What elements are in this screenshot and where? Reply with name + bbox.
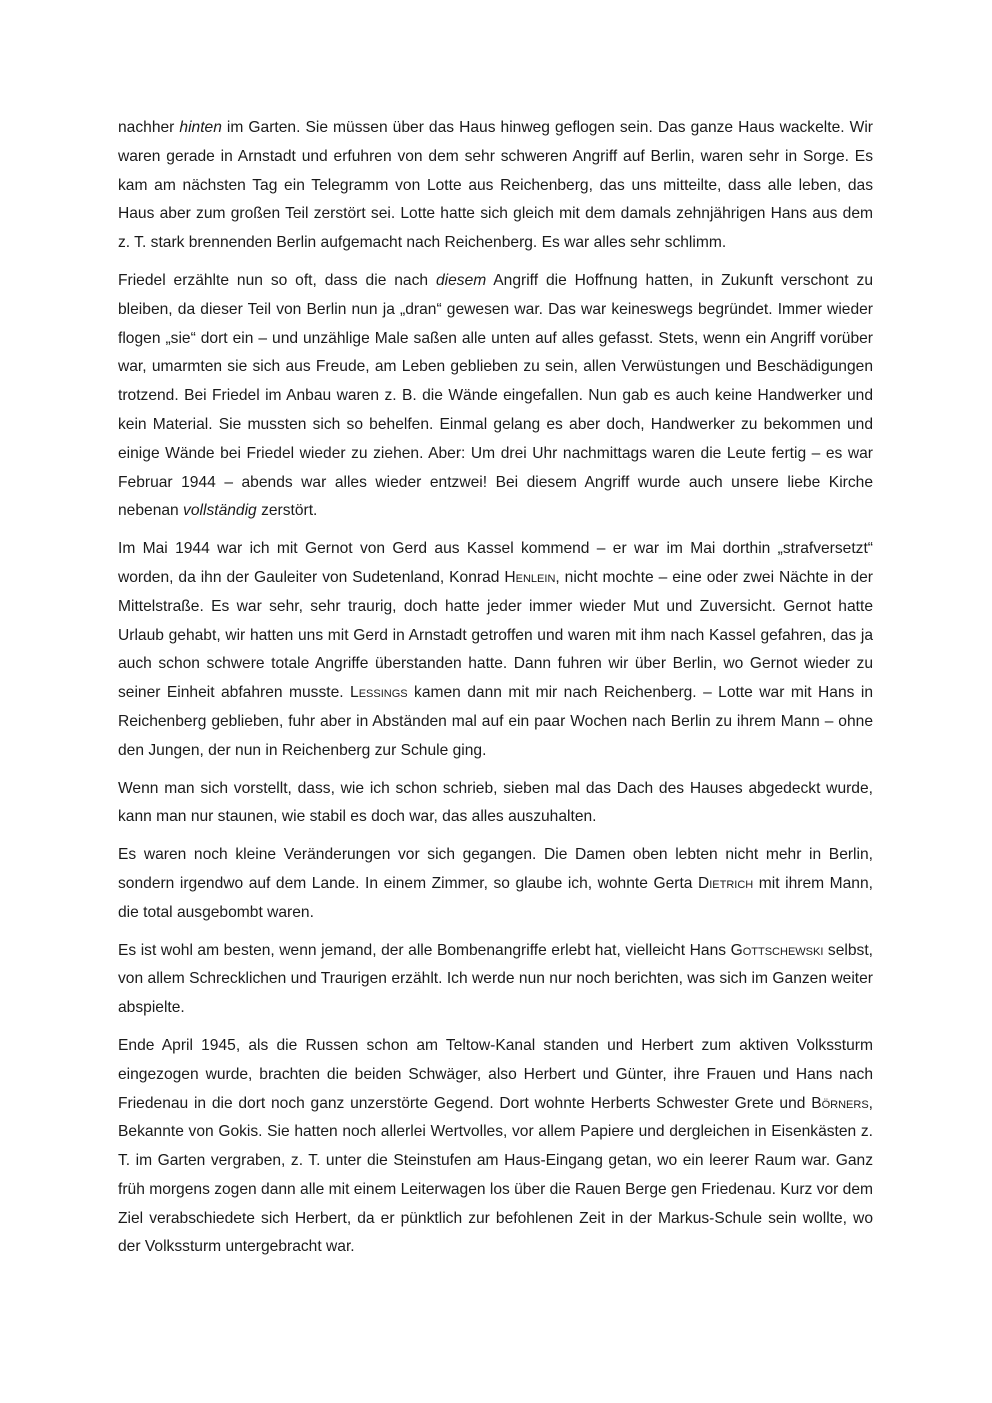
body-paragraph xyxy=(118,1032,873,1262)
document-page xyxy=(118,114,873,1271)
small-caps-name: Börners xyxy=(811,1094,869,1112)
text-run: , nicht mochte – eine oder zwei Nächte in der Mittelstraße. Es war sehr, sehr traurig, doch hatte jeder immer wieder Mut und Zuversicht. Gernot hatte Urlaub gehabt, wir hatten uns mit Gerd in Arnstadt getroffen und waren mit ihm nach Kassel gefahren, das ja auch schon schwere totale Angriffe überstanden hatte. Dann fuhren wir über Berlin, wo Gernot wieder zu seiner Einheit abfahren musste. xyxy=(118,568,873,702)
emphasized-text: vollständig xyxy=(183,502,257,520)
text-run: Im Mai 1944 war ich mit Gernot von Gerd aus Kassel kommend – er war im Mai dorthin „strafversetzt“ worden, da ihn der Gauleiter von Sudetenland, Konrad xyxy=(118,540,873,586)
body-paragraph xyxy=(118,114,873,258)
text-run: Angriff die Hoffnung hatten, in Zukunft verschont zu bleiben, da dieser Teil von Berlin nun ja „dran“ gewesen war. Das war keineswegs begründet. Immer wieder flogen „sie“ dort ein – und unzählige Male saßen alle unten auf alles gefasst. Stets, wenn ein Angriff vorüber war, umarmten sie sich aus Freude, am Leben geblieben zu sein, allen Verwüstungen und Beschädigungen trotzend. Bei Friedel im Anbau waren z. B. die Wände eingefallen. Nun gab es auch keine Handwerker und kein Material. Sie mussten sich so behelfen. Einmal gelang es aber doch, Handwerker zu bekommen und einige Wände bei Friedel wieder zu ziehen. Aber: Um drei Uhr nachmittags waren die Leute fertig – es war Februar 1944 – abends war alles wieder entzwei! Bei diesem Angriff wurde auch unsere liebe Kirche nebenan xyxy=(118,271,873,520)
body-paragraph xyxy=(118,841,873,927)
text-run: selbst, von allem Schrecklichen und Traurigen erzählt. Ich werde nun nur noch berichten, was sich im Ganzen weiter abspielte. xyxy=(118,941,873,1017)
small-caps-name: Dietrich xyxy=(697,874,754,892)
small-caps-name: Gottschewski xyxy=(730,941,824,959)
text-run: Wenn man sich vorstellt, dass, wie ich schon schrieb, sieben mal das Dach des Hauses abgedeckt wurde, kann man nur staunen, wie stabil es doch war, das alles auszuhalten. xyxy=(118,779,873,826)
text-run: Es ist wohl am besten, wenn jemand, der alle Bombenangriffe erlebt hat, vielleicht Hans xyxy=(118,941,731,959)
text-run: Ende April 1945, als die Russen schon am Teltow-Kanal standen und Herbert zum aktiven Volkssturm eingezogen wurde, brachten die beiden Schwäger, also Herbert und Günter, ihre Frauen und Hans nach Friedenau in die dort noch ganz unzerstörte Gegend. Dort wohnte Herberts Schwester Grete und xyxy=(118,1036,873,1112)
text-run: mit ihrem Mann, die total ausgebombt waren. xyxy=(118,874,873,921)
body-paragraph xyxy=(118,937,873,1023)
text-run: Friedel erzählte nun so oft, dass die nach xyxy=(118,271,436,289)
text-run: im Garten. Sie müssen über das Haus hinweg geflogen sein. Das ganze Haus wackelte. Wir waren gerade in Arnstadt und erfuhren von dem sehr schweren Angriff auf Berlin, waren sehr in Sorge. Es kam am nächsten Tag ein Telegramm von Lotte aus Reichenberg, das uns mitteilte, dass alle leben, das Haus aber zum großen Teil zerstört sei. Lotte hatte sich gleich mit dem damals zehnjährigen Hans aus dem z. T. stark brennenden Berlin aufgemacht nach Reichenberg. Es war alles sehr schlimm. xyxy=(118,119,873,252)
emphasized-text: diesem xyxy=(435,271,487,289)
body-paragraph xyxy=(118,535,873,765)
text-run: zerstört. xyxy=(256,502,318,520)
text-run: nachher xyxy=(118,119,180,136)
body-paragraph xyxy=(118,267,873,526)
text-run: kamen dann mit mir nach Reichenberg. – Lotte war mit Hans in Reichenberg geblieben, fuhr aber in Abständen mal auf ein paar Wochen nach Berlin zu ihrem Mann – ohne den Jungen, der nun in Reichenberg zur Schule ging. xyxy=(118,684,874,759)
small-caps-name: Henlein xyxy=(504,568,556,586)
emphasized-text: hinten xyxy=(179,119,222,136)
body-paragraph xyxy=(118,775,873,833)
small-caps-name: Lessings xyxy=(350,684,408,702)
text-run: Es waren noch kleine Veränderungen vor sich gegangen. Die Damen oben lebten nicht mehr in Berlin, sondern irgendwo auf dem Lande. In einem Zimmer, so glaube ich, wohnte Gerta xyxy=(118,846,873,892)
text-run: , Bekannte von Gokis. Sie hatten noch allerlei Wertvolles, vor allem Papiere und dergleichen in Eisenkästen z. T. im Garten vergraben, z. T. unter die Steinstufen am Haus-Eingang getan, wo ein leerer Raum war. Ganz früh morgens zogen dann alle mit einem Leiterwagen los über die Rauen Berge gen Friedenau. Kurz vor dem Ziel verabschiedete sich Herbert, da er pünktlich zur befohlenen Zeit in der Markus-Schule sein wollte, wo der Volkssturm untergebracht war. xyxy=(118,1094,874,1256)
